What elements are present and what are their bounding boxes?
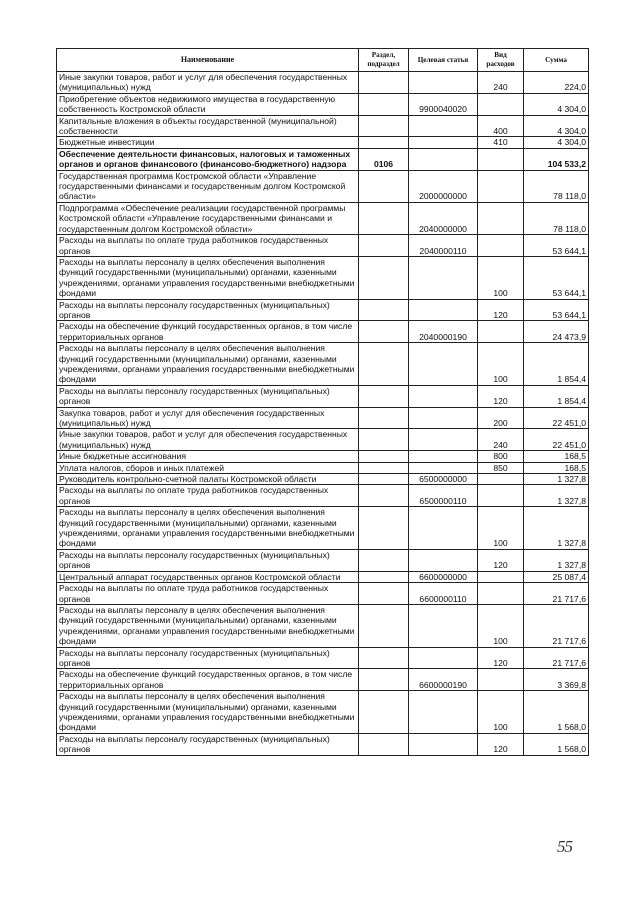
cell-section — [359, 115, 409, 137]
cell-sum: 1 854,4 — [524, 343, 589, 386]
cell-section — [359, 321, 409, 343]
cell-name: Расходы на выплаты персоналу в целях обеспечения выполнения функций государственными (муниципальными) органами, казенными учреждениями, органами управления государственными внебюджетными фондами — [57, 604, 359, 647]
cell-type — [478, 93, 524, 115]
cell-sum: 53 644,1 — [524, 299, 589, 321]
table-row — [57, 321, 589, 343]
table-row — [57, 93, 589, 115]
table-row — [57, 604, 589, 647]
cell-name: Расходы на выплаты по оплате труда работников государственных органов — [57, 583, 359, 605]
cell-sum: 1 327,8 — [524, 485, 589, 507]
table-row — [57, 474, 589, 485]
cell-name: Центральный аппарат государственных органов Костромской области — [57, 571, 359, 582]
header-type: Вид расходов — [478, 49, 524, 72]
cell-name: Расходы на выплаты персоналу в целях обеспечения выполнения функций государственными (муниципальными) органами, казенными учреждениями, органами управления государственными внебюджетными фондами — [57, 256, 359, 299]
cell-section — [359, 507, 409, 550]
cell-article — [409, 115, 478, 137]
cell-name: Уплата налогов, сборов и иных платежей — [57, 462, 359, 473]
cell-article: 9900040020 — [409, 93, 478, 115]
cell-section — [359, 429, 409, 451]
header-sum: Сумма — [524, 49, 589, 72]
cell-sum: 24 473,9 — [524, 321, 589, 343]
cell-section — [359, 343, 409, 386]
table-row — [57, 485, 589, 507]
cell-type: 120 — [478, 549, 524, 571]
table-body — [57, 72, 589, 756]
table-row — [57, 691, 589, 734]
table-row — [57, 429, 589, 451]
cell-sum: 53 644,1 — [524, 235, 589, 257]
cell-name: Расходы на выплаты персоналу в целях обеспечения выполнения функций государственными (муниципальными) органами, казенными учреждениями, органами управления государственными внебюджетными фондами — [57, 343, 359, 386]
table-row — [57, 669, 589, 691]
cell-type: 120 — [478, 385, 524, 407]
cell-name: Бюджетные инвестиции — [57, 137, 359, 148]
cell-article — [409, 429, 478, 451]
cell-type: 240 — [478, 72, 524, 94]
header-article: Целевая статья — [409, 49, 478, 72]
cell-type: 200 — [478, 407, 524, 429]
cell-name: Иные бюджетные ассигнования — [57, 451, 359, 462]
cell-type: 120 — [478, 647, 524, 669]
cell-type — [478, 170, 524, 202]
cell-section — [359, 235, 409, 257]
cell-article — [409, 407, 478, 429]
table-row — [57, 549, 589, 571]
cell-sum: 78 118,0 — [524, 202, 589, 234]
cell-section — [359, 485, 409, 507]
cell-article: 2040000110 — [409, 235, 478, 257]
table-row — [57, 72, 589, 94]
cell-name: Расходы на обеспечение функций государственных органов, в том числе территориальных органов — [57, 669, 359, 691]
cell-sum: 4 304,0 — [524, 137, 589, 148]
cell-section — [359, 299, 409, 321]
table-row — [57, 256, 589, 299]
cell-sum: 21 717,6 — [524, 647, 589, 669]
cell-type: 100 — [478, 691, 524, 734]
cell-article: 6600000000 — [409, 571, 478, 582]
cell-section — [359, 733, 409, 755]
cell-type: 100 — [478, 507, 524, 550]
cell-type — [478, 669, 524, 691]
cell-section — [359, 170, 409, 202]
cell-article: 6500000110 — [409, 485, 478, 507]
table-row — [57, 451, 589, 462]
cell-name: Подпрограмма «Обеспечение реализации государственной программы Костромской области «Управление государственными финансами и государственным долгом Костромской области» — [57, 202, 359, 234]
cell-name: Расходы на выплаты по оплате труда работников государственных органов — [57, 235, 359, 257]
table-row — [57, 385, 589, 407]
header-name: Наименование — [57, 49, 359, 72]
cell-sum: 53 644,1 — [524, 256, 589, 299]
table-header-row — [57, 49, 589, 72]
cell-name: Закупка товаров, работ и услуг для обеспечения государственных (муниципальных) нужд — [57, 407, 359, 429]
cell-article — [409, 507, 478, 550]
table-row — [57, 148, 589, 170]
cell-name: Расходы на обеспечение функций государственных органов, в том числе территориальных органов — [57, 321, 359, 343]
table-row — [57, 202, 589, 234]
table-row — [57, 571, 589, 582]
cell-type — [478, 321, 524, 343]
cell-type — [478, 474, 524, 485]
cell-sum: 25 087,4 — [524, 571, 589, 582]
cell-type: 120 — [478, 733, 524, 755]
cell-type: 100 — [478, 256, 524, 299]
cell-name: Расходы на выплаты персоналу государственных (муниципальных) органов — [57, 647, 359, 669]
cell-article — [409, 343, 478, 386]
cell-article — [409, 451, 478, 462]
cell-sum: 1 568,0 — [524, 691, 589, 734]
table-row — [57, 462, 589, 473]
table-row — [57, 343, 589, 386]
cell-article: 6600000110 — [409, 583, 478, 605]
cell-type: 100 — [478, 604, 524, 647]
cell-name: Расходы на выплаты по оплате труда работников государственных органов — [57, 485, 359, 507]
cell-section — [359, 385, 409, 407]
cell-article — [409, 647, 478, 669]
cell-type — [478, 235, 524, 257]
cell-sum: 1 327,8 — [524, 549, 589, 571]
table-row — [57, 647, 589, 669]
table-row — [57, 507, 589, 550]
cell-name: Иные закупки товаров, работ и услуг для обеспечения государственных (муниципальных) нужд — [57, 72, 359, 94]
table-row — [57, 733, 589, 755]
cell-article: 2040000190 — [409, 321, 478, 343]
cell-type — [478, 202, 524, 234]
cell-sum: 104 533,2 — [524, 148, 589, 170]
cell-section — [359, 451, 409, 462]
cell-type: 120 — [478, 299, 524, 321]
cell-sum: 168,5 — [524, 462, 589, 473]
cell-sum: 1 327,8 — [524, 507, 589, 550]
cell-sum: 224,0 — [524, 72, 589, 94]
cell-article — [409, 549, 478, 571]
cell-article — [409, 462, 478, 473]
cell-section — [359, 647, 409, 669]
cell-name: Иные закупки товаров, работ и услуг для обеспечения государственных (муниципальных) нужд — [57, 429, 359, 451]
cell-type — [478, 148, 524, 170]
table-row — [57, 299, 589, 321]
cell-section — [359, 462, 409, 473]
cell-type — [478, 571, 524, 582]
cell-type: 100 — [478, 343, 524, 386]
cell-name: Приобретение объектов недвижимого имущества в государственную собственность Костромской области — [57, 93, 359, 115]
cell-section: 0106 — [359, 148, 409, 170]
cell-section — [359, 604, 409, 647]
cell-name: Расходы на выплаты персоналу государственных (муниципальных) органов — [57, 549, 359, 571]
cell-sum: 21 717,6 — [524, 604, 589, 647]
cell-article — [409, 604, 478, 647]
cell-sum: 1 568,0 — [524, 733, 589, 755]
cell-name: Расходы на выплаты персоналу в целях обеспечения выполнения функций государственными (муниципальными) органами, казенными учреждениями, органами управления государственными внебюджетными фондами — [57, 691, 359, 734]
table-row — [57, 235, 589, 257]
cell-section — [359, 571, 409, 582]
cell-section — [359, 202, 409, 234]
budget-table — [56, 48, 589, 756]
cell-section — [359, 137, 409, 148]
cell-section — [359, 474, 409, 485]
cell-name: Капитальные вложения в объекты государственной (муниципальной) собственности — [57, 115, 359, 137]
cell-type — [478, 583, 524, 605]
cell-article: 2040000000 — [409, 202, 478, 234]
cell-sum: 4 304,0 — [524, 115, 589, 137]
cell-section — [359, 669, 409, 691]
cell-section — [359, 72, 409, 94]
cell-sum: 3 369,8 — [524, 669, 589, 691]
cell-article — [409, 137, 478, 148]
cell-type: 410 — [478, 137, 524, 148]
cell-sum: 4 304,0 — [524, 93, 589, 115]
table-row — [57, 115, 589, 137]
cell-article — [409, 385, 478, 407]
table-row — [57, 137, 589, 148]
header-section: Раздел, подраздел — [359, 49, 409, 72]
cell-article — [409, 256, 478, 299]
cell-sum: 168,5 — [524, 451, 589, 462]
cell-article — [409, 733, 478, 755]
cell-type — [478, 485, 524, 507]
cell-sum: 1 327,8 — [524, 474, 589, 485]
cell-article — [409, 299, 478, 321]
cell-article — [409, 148, 478, 170]
cell-sum: 78 118,0 — [524, 170, 589, 202]
table-row — [57, 583, 589, 605]
table-row — [57, 407, 589, 429]
cell-article: 2000000000 — [409, 170, 478, 202]
cell-type: 400 — [478, 115, 524, 137]
cell-sum: 22 451,0 — [524, 407, 589, 429]
cell-article — [409, 691, 478, 734]
cell-section — [359, 256, 409, 299]
cell-name: Государственная программа Костромской области «Управление государственными финансами и государственным долгом Костромской области» — [57, 170, 359, 202]
cell-sum: 21 717,6 — [524, 583, 589, 605]
cell-section — [359, 549, 409, 571]
cell-name: Расходы на выплаты персоналу государственных (муниципальных) органов — [57, 733, 359, 755]
cell-type: 850 — [478, 462, 524, 473]
cell-article: 6500000000 — [409, 474, 478, 485]
cell-type: 800 — [478, 451, 524, 462]
cell-section — [359, 691, 409, 734]
cell-type: 240 — [478, 429, 524, 451]
table-row — [57, 170, 589, 202]
cell-name: Расходы на выплаты персоналу государственных (муниципальных) органов — [57, 299, 359, 321]
cell-name: Расходы на выплаты персоналу в целях обеспечения выполнения функций государственными (муниципальными) органами, казенными учреждениями, органами управления государственными внебюджетными фондами — [57, 507, 359, 550]
cell-section — [359, 583, 409, 605]
cell-sum: 22 451,0 — [524, 429, 589, 451]
cell-name: Расходы на выплаты персоналу государственных (муниципальных) органов — [57, 385, 359, 407]
cell-sum: 1 854,4 — [524, 385, 589, 407]
cell-article: 6600000190 — [409, 669, 478, 691]
cell-article — [409, 72, 478, 94]
page-number: 55 — [557, 837, 572, 856]
cell-name: Руководитель контрольно-счетной палаты Костромской области — [57, 474, 359, 485]
cell-section — [359, 93, 409, 115]
cell-section — [359, 407, 409, 429]
cell-name: Обеспечение деятельности финансовых, налоговых и таможенных органов и органов финансового (финансово-бюджетного) надзора — [57, 148, 359, 170]
